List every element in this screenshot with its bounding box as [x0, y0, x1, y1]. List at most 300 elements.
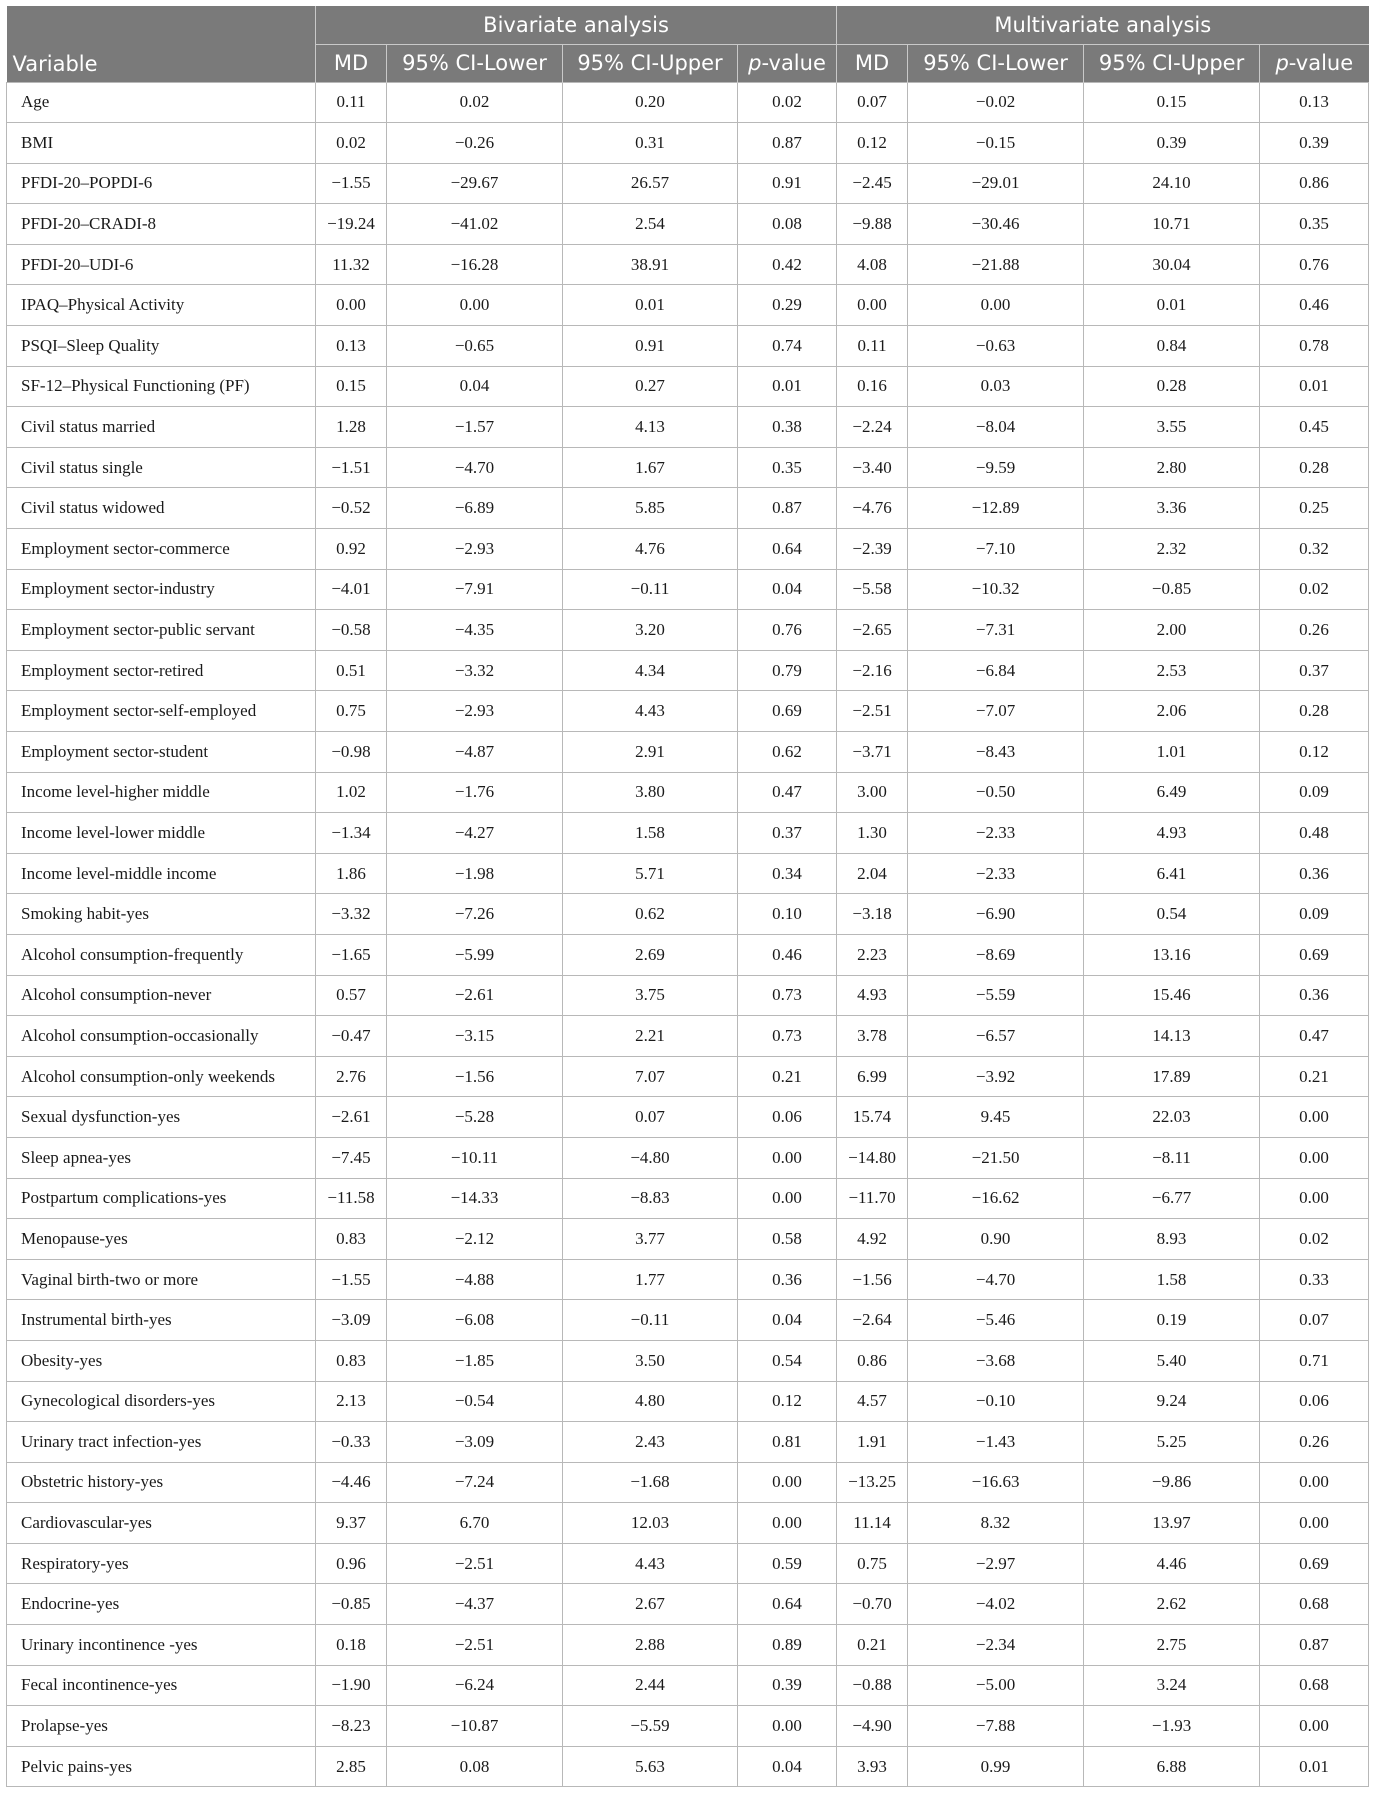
value-cell: −4.35 [387, 610, 563, 651]
value-cell: −2.97 [908, 1543, 1084, 1584]
value-cell: −3.15 [387, 1016, 563, 1057]
table-row [7, 1178, 1369, 1219]
table-row [7, 204, 1369, 245]
variable-cell: Respiratory-yes [7, 1543, 316, 1584]
bivariate-p-value-header [738, 44, 837, 82]
value-cell: 0.26 [1260, 610, 1369, 651]
value-cell: −5.28 [387, 1097, 563, 1138]
value-cell: 6.41 [1084, 853, 1260, 894]
value-cell: −2.51 [387, 1543, 563, 1584]
value-cell: −1.85 [387, 1340, 563, 1381]
variable-column-header: Variable [7, 6, 316, 82]
value-cell: 0.10 [738, 894, 837, 935]
value-cell: 0.62 [738, 732, 837, 773]
variable-cell: Civil status single [7, 447, 316, 488]
variable-cell: Endocrine-yes [7, 1584, 316, 1625]
value-cell: −1.90 [316, 1665, 387, 1706]
value-cell: 0.01 [1260, 366, 1369, 407]
value-cell: 1.86 [316, 853, 387, 894]
value-cell: −3.09 [316, 1300, 387, 1341]
table-row [7, 975, 1369, 1016]
value-cell: −8.83 [563, 1178, 738, 1219]
value-cell: −3.68 [908, 1340, 1084, 1381]
value-cell: 3.50 [563, 1340, 738, 1381]
variable-cell: Employment sector-commerce [7, 529, 316, 570]
value-cell: 0.86 [837, 1340, 908, 1381]
value-cell: 0.35 [738, 447, 837, 488]
value-cell: 0.42 [738, 244, 837, 285]
variable-cell: Income level-higher middle [7, 772, 316, 813]
value-cell: 2.04 [837, 853, 908, 894]
value-cell: 0.46 [738, 934, 837, 975]
value-cell: 0.89 [738, 1625, 837, 1666]
value-cell: 1.91 [837, 1422, 908, 1463]
table-row [7, 82, 1369, 123]
table-row [7, 1665, 1369, 1706]
value-cell: −1.55 [316, 163, 387, 204]
value-cell: 0.38 [738, 407, 837, 448]
value-cell: −10.32 [908, 569, 1084, 610]
table-body [7, 82, 1369, 1787]
value-cell: 0.92 [316, 529, 387, 570]
value-cell: 0.06 [738, 1097, 837, 1138]
value-cell: −29.01 [908, 163, 1084, 204]
value-cell: 5.25 [1084, 1422, 1260, 1463]
value-cell: −16.62 [908, 1178, 1084, 1219]
variable-cell: PSQI–Sleep Quality [7, 326, 316, 367]
subheader-label: 95% CI-Upper [1098, 51, 1245, 75]
value-cell: −21.50 [908, 1137, 1084, 1178]
value-cell: 2.13 [316, 1381, 387, 1422]
table-row [7, 934, 1369, 975]
bivariate-ci-upper-header [563, 44, 738, 82]
value-cell: −1.68 [563, 1462, 738, 1503]
variable-cell: Employment sector-student [7, 732, 316, 773]
value-cell: 8.32 [908, 1503, 1084, 1544]
value-cell: 0.36 [1260, 853, 1369, 894]
value-cell: 0.01 [738, 366, 837, 407]
value-cell: 0.79 [738, 650, 837, 691]
value-cell: 5.71 [563, 853, 738, 894]
value-cell: 0.07 [563, 1097, 738, 1138]
value-cell: 0.00 [1260, 1462, 1369, 1503]
table-row [7, 488, 1369, 529]
variable-cell: Alcohol consumption-never [7, 975, 316, 1016]
value-cell: −16.28 [387, 244, 563, 285]
value-cell: −2.93 [387, 691, 563, 732]
value-cell: 2.54 [563, 204, 738, 245]
value-cell: −3.32 [387, 650, 563, 691]
value-cell: −9.86 [1084, 1462, 1260, 1503]
value-cell: 0.00 [908, 285, 1084, 326]
value-cell: 4.93 [1084, 813, 1260, 854]
value-cell: 2.67 [563, 1584, 738, 1625]
variable-cell: Obesity-yes [7, 1340, 316, 1381]
value-cell: −1.56 [837, 1259, 908, 1300]
value-cell: −2.39 [837, 529, 908, 570]
value-cell: −0.63 [908, 326, 1084, 367]
value-cell: −0.54 [387, 1381, 563, 1422]
value-cell: 0.04 [387, 366, 563, 407]
value-cell: 0.02 [1260, 569, 1369, 610]
value-cell: 0.74 [738, 326, 837, 367]
value-cell: 0.28 [1084, 366, 1260, 407]
value-cell: −9.88 [837, 204, 908, 245]
table-row [7, 163, 1369, 204]
value-cell: 0.06 [1260, 1381, 1369, 1422]
value-cell: 4.43 [563, 1543, 738, 1584]
bivariate-md-header [316, 44, 387, 82]
value-cell: 0.69 [738, 691, 837, 732]
value-cell: 3.00 [837, 772, 908, 813]
value-cell: −0.47 [316, 1016, 387, 1057]
variable-cell: Sleep apnea-yes [7, 1137, 316, 1178]
value-cell: −2.51 [387, 1625, 563, 1666]
value-cell: 0.00 [837, 285, 908, 326]
variable-cell: Gynecological disorders-yes [7, 1381, 316, 1422]
value-cell: 5.63 [563, 1746, 738, 1787]
value-cell: 0.83 [316, 1219, 387, 1260]
value-cell: −0.70 [837, 1584, 908, 1625]
value-cell: 0.02 [738, 82, 837, 123]
value-cell: 38.91 [563, 244, 738, 285]
value-cell: 2.69 [563, 934, 738, 975]
table-row [7, 1056, 1369, 1097]
value-cell: −6.24 [387, 1665, 563, 1706]
value-cell: 2.76 [316, 1056, 387, 1097]
value-cell: 0.00 [1260, 1178, 1369, 1219]
value-cell: 0.04 [738, 1746, 837, 1787]
variable-cell: PFDI-20–POPDI-6 [7, 163, 316, 204]
table-row [7, 447, 1369, 488]
variable-cell: Alcohol consumption-only weekends [7, 1056, 316, 1097]
value-cell: −4.87 [387, 732, 563, 773]
value-cell: 0.87 [1260, 1625, 1369, 1666]
value-cell: 0.87 [738, 123, 837, 164]
value-cell: −1.51 [316, 447, 387, 488]
value-cell: 17.89 [1084, 1056, 1260, 1097]
table-row [7, 650, 1369, 691]
value-cell: −2.16 [837, 650, 908, 691]
variable-cell: Urinary incontinence -yes [7, 1625, 316, 1666]
value-cell: 4.93 [837, 975, 908, 1016]
table-row [7, 1340, 1369, 1381]
variable-cell: Employment sector-self-employed [7, 691, 316, 732]
variable-cell: Prolapse-yes [7, 1706, 316, 1747]
value-cell: −0.85 [316, 1584, 387, 1625]
table-row [7, 1543, 1369, 1584]
value-cell: −6.84 [908, 650, 1084, 691]
value-cell: 0.36 [738, 1259, 837, 1300]
value-cell: −0.88 [837, 1665, 908, 1706]
table-row [7, 691, 1369, 732]
variable-cell: Menopause-yes [7, 1219, 316, 1260]
value-cell: 0.27 [563, 366, 738, 407]
multivariate-ci-lower-header [908, 44, 1084, 82]
value-cell: 3.24 [1084, 1665, 1260, 1706]
value-cell: 10.71 [1084, 204, 1260, 245]
table-row [7, 326, 1369, 367]
value-cell: −7.88 [908, 1706, 1084, 1747]
value-cell: −12.89 [908, 488, 1084, 529]
value-cell: 2.88 [563, 1625, 738, 1666]
variable-cell: Civil status married [7, 407, 316, 448]
value-cell: 13.16 [1084, 934, 1260, 975]
value-cell: 1.01 [1084, 732, 1260, 773]
value-cell: −1.56 [387, 1056, 563, 1097]
value-cell: 22.03 [1084, 1097, 1260, 1138]
value-cell: 2.75 [1084, 1625, 1260, 1666]
value-cell: 0.11 [316, 82, 387, 123]
value-cell: 0.39 [738, 1665, 837, 1706]
value-cell: −0.10 [908, 1381, 1084, 1422]
value-cell: 3.75 [563, 975, 738, 1016]
value-cell: −8.23 [316, 1706, 387, 1747]
value-cell: 0.35 [1260, 204, 1369, 245]
variable-cell: Alcohol consumption-frequently [7, 934, 316, 975]
value-cell: 0.36 [1260, 975, 1369, 1016]
value-cell: −0.33 [316, 1422, 387, 1463]
value-cell: 15.74 [837, 1097, 908, 1138]
value-cell: −2.51 [837, 691, 908, 732]
value-cell: 0.12 [837, 123, 908, 164]
value-cell: −2.34 [908, 1625, 1084, 1666]
value-cell: 0.09 [1260, 894, 1369, 935]
value-cell: 2.32 [1084, 529, 1260, 570]
variable-cell: Age [7, 82, 316, 123]
value-cell: −10.87 [387, 1706, 563, 1747]
value-cell: −2.24 [837, 407, 908, 448]
value-cell: 0.13 [1260, 82, 1369, 123]
value-cell: 0.69 [1260, 934, 1369, 975]
value-cell: 0.11 [837, 326, 908, 367]
value-cell: 0.28 [1260, 447, 1369, 488]
value-cell: −9.59 [908, 447, 1084, 488]
variable-cell: Income level-middle income [7, 853, 316, 894]
value-cell: 12.03 [563, 1503, 738, 1544]
value-cell: 2.00 [1084, 610, 1260, 651]
value-cell: 2.43 [563, 1422, 738, 1463]
table-row [7, 1625, 1369, 1666]
value-cell: 2.85 [316, 1746, 387, 1787]
table-row [7, 123, 1369, 164]
value-cell: 0.39 [1260, 123, 1369, 164]
value-cell: −2.61 [387, 975, 563, 1016]
subheader-label: 95% CI-Lower [402, 51, 547, 75]
table-row [7, 813, 1369, 854]
value-cell: 0.00 [387, 285, 563, 326]
value-cell: 3.36 [1084, 488, 1260, 529]
value-cell: 4.92 [837, 1219, 908, 1260]
table-row [7, 1259, 1369, 1300]
value-cell: 2.44 [563, 1665, 738, 1706]
value-cell: 2.21 [563, 1016, 738, 1057]
value-cell: −2.45 [837, 163, 908, 204]
value-cell: 2.06 [1084, 691, 1260, 732]
value-cell: −11.58 [316, 1178, 387, 1219]
value-cell: −4.90 [837, 1706, 908, 1747]
value-cell: 0.01 [1084, 285, 1260, 326]
value-cell: 9.45 [908, 1097, 1084, 1138]
table-row [7, 1503, 1369, 1544]
value-cell: 0.02 [316, 123, 387, 164]
value-cell: −6.89 [387, 488, 563, 529]
value-cell: 2.53 [1084, 650, 1260, 691]
table-row [7, 407, 1369, 448]
value-cell: 0.83 [316, 1340, 387, 1381]
value-cell: −0.58 [316, 610, 387, 651]
variable-cell: PFDI-20–UDI-6 [7, 244, 316, 285]
value-cell: 0.47 [1260, 1016, 1369, 1057]
value-cell: 6.70 [387, 1503, 563, 1544]
value-cell: −1.55 [316, 1259, 387, 1300]
value-cell: 2.62 [1084, 1584, 1260, 1625]
value-cell: 0.21 [738, 1056, 837, 1097]
value-cell: 0.03 [908, 366, 1084, 407]
value-cell: 0.00 [1260, 1503, 1369, 1544]
value-cell: −7.91 [387, 569, 563, 610]
value-cell: 0.90 [908, 1219, 1084, 1260]
variable-cell: IPAQ–Physical Activity [7, 285, 316, 326]
value-cell: −6.90 [908, 894, 1084, 935]
value-cell: −0.02 [908, 82, 1084, 123]
table-row [7, 610, 1369, 651]
value-cell: 9.37 [316, 1503, 387, 1544]
value-cell: −4.70 [387, 447, 563, 488]
value-cell: 0.33 [1260, 1259, 1369, 1300]
variable-cell: Employment sector-retired [7, 650, 316, 691]
value-cell: 0.71 [1260, 1340, 1369, 1381]
value-cell: −41.02 [387, 204, 563, 245]
value-cell: −7.31 [908, 610, 1084, 651]
value-cell: −0.15 [908, 123, 1084, 164]
value-cell: 0.47 [738, 772, 837, 813]
value-cell: 0.04 [738, 569, 837, 610]
value-cell: 0.20 [563, 82, 738, 123]
value-cell: 0.28 [1260, 691, 1369, 732]
value-cell: 0.00 [738, 1706, 837, 1747]
value-cell: 0.87 [738, 488, 837, 529]
variable-cell: Sexual dysfunction-yes [7, 1097, 316, 1138]
value-cell: −5.59 [563, 1706, 738, 1747]
value-cell: −4.76 [837, 488, 908, 529]
value-cell: −4.37 [387, 1584, 563, 1625]
variable-cell: Fecal incontinence-yes [7, 1665, 316, 1706]
value-cell: 1.28 [316, 407, 387, 448]
value-cell: 0.00 [738, 1137, 837, 1178]
value-cell: 0.00 [738, 1462, 837, 1503]
value-cell: −5.46 [908, 1300, 1084, 1341]
value-cell: 0.51 [316, 650, 387, 691]
value-cell: −5.99 [387, 934, 563, 975]
results-table [6, 6, 1369, 1787]
value-cell: 4.46 [1084, 1543, 1260, 1584]
value-cell: −2.61 [316, 1097, 387, 1138]
value-cell: 0.32 [1260, 529, 1369, 570]
value-cell: −0.85 [1084, 569, 1260, 610]
value-cell: 0.00 [738, 1178, 837, 1219]
value-cell: 30.04 [1084, 244, 1260, 285]
value-cell: 0.16 [837, 366, 908, 407]
value-cell: −3.71 [837, 732, 908, 773]
value-cell: −4.01 [316, 569, 387, 610]
value-cell: −3.09 [387, 1422, 563, 1463]
value-cell: 0.58 [738, 1219, 837, 1260]
value-cell: 0.00 [1260, 1137, 1369, 1178]
value-cell: 4.57 [837, 1381, 908, 1422]
value-cell: −4.88 [387, 1259, 563, 1300]
table-row [7, 529, 1369, 570]
value-cell: 0.01 [563, 285, 738, 326]
value-cell: −16.63 [908, 1462, 1084, 1503]
variable-cell: Obstetric history-yes [7, 1462, 316, 1503]
table-row [7, 1462, 1369, 1503]
value-cell: 0.99 [908, 1746, 1084, 1787]
value-cell: −7.10 [908, 529, 1084, 570]
value-cell: 0.37 [738, 813, 837, 854]
value-cell: −4.80 [563, 1137, 738, 1178]
value-cell: 0.00 [1260, 1706, 1369, 1747]
value-cell: −29.67 [387, 163, 563, 204]
value-cell: 0.78 [1260, 326, 1369, 367]
value-cell: 0.07 [837, 82, 908, 123]
value-cell: 0.12 [738, 1381, 837, 1422]
table-row [7, 366, 1369, 407]
value-cell: −7.26 [387, 894, 563, 935]
value-cell: 0.31 [563, 123, 738, 164]
value-cell: −4.70 [908, 1259, 1084, 1300]
value-cell: 0.54 [738, 1340, 837, 1381]
value-cell: 0.75 [837, 1543, 908, 1584]
variable-cell: SF-12–Physical Functioning (PF) [7, 366, 316, 407]
table-row [7, 1584, 1369, 1625]
table-row [7, 1016, 1369, 1057]
value-cell: 0.73 [738, 1016, 837, 1057]
value-cell: 0.01 [1260, 1746, 1369, 1787]
value-cell: −3.92 [908, 1056, 1084, 1097]
value-cell: 0.68 [1260, 1665, 1369, 1706]
value-cell: −2.33 [908, 853, 1084, 894]
value-cell: −8.43 [908, 732, 1084, 773]
value-cell: −1.34 [316, 813, 387, 854]
value-cell: 7.07 [563, 1056, 738, 1097]
value-cell: −5.59 [908, 975, 1084, 1016]
value-cell: −0.65 [387, 326, 563, 367]
value-cell: 4.13 [563, 407, 738, 448]
value-cell: 11.32 [316, 244, 387, 285]
value-cell: −1.98 [387, 853, 563, 894]
variable-cell: Urinary tract infection-yes [7, 1422, 316, 1463]
value-cell: −8.04 [908, 407, 1084, 448]
value-cell: 8.93 [1084, 1219, 1260, 1260]
value-cell: 0.75 [316, 691, 387, 732]
value-cell: 1.67 [563, 447, 738, 488]
bivariate-ci-lower-header [387, 44, 563, 82]
value-cell: 4.34 [563, 650, 738, 691]
value-cell: 0.07 [1260, 1300, 1369, 1341]
value-cell: −1.93 [1084, 1706, 1260, 1747]
value-cell: 0.02 [1260, 1219, 1369, 1260]
value-cell: 13.97 [1084, 1503, 1260, 1544]
value-cell: −11.70 [837, 1178, 908, 1219]
value-cell: 0.21 [1260, 1056, 1369, 1097]
value-cell: 9.24 [1084, 1381, 1260, 1422]
value-cell: 0.91 [563, 326, 738, 367]
value-cell: −14.80 [837, 1137, 908, 1178]
value-cell: −4.02 [908, 1584, 1084, 1625]
value-cell: 1.58 [563, 813, 738, 854]
table-row [7, 569, 1369, 610]
